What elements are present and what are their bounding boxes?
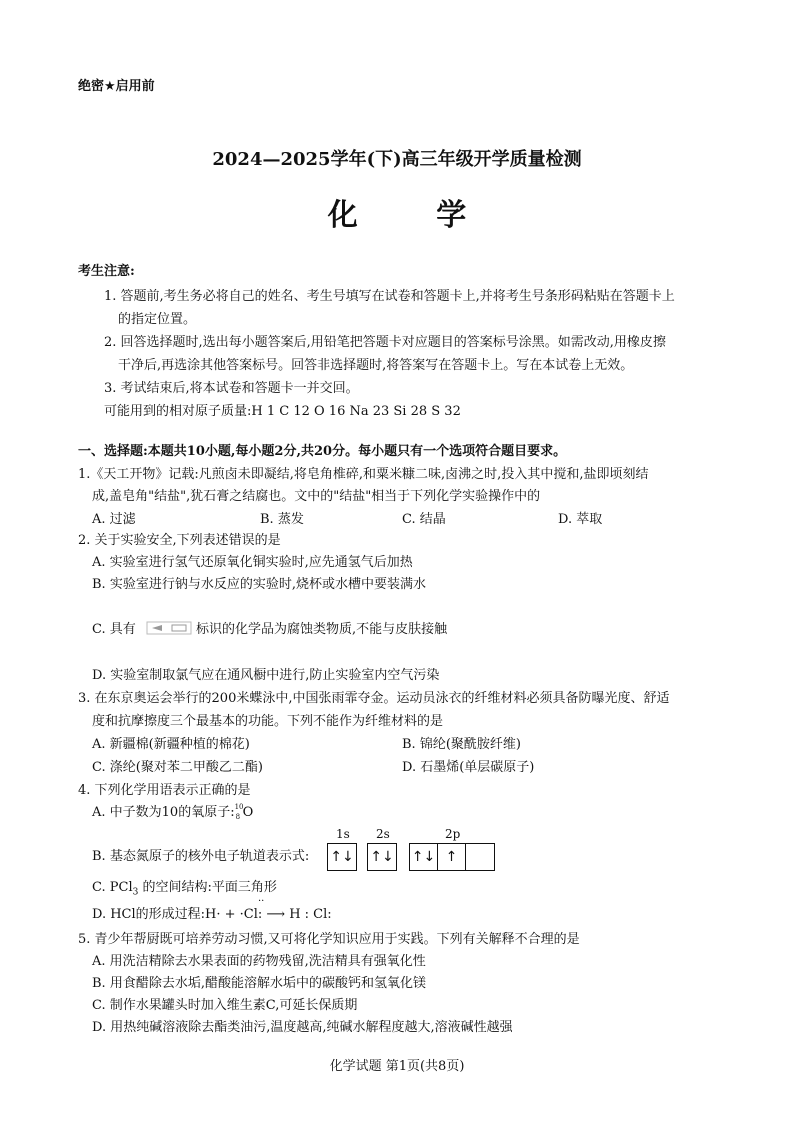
q4-option-d: D. HCl的形成过程:H· + ·Cl: ⟶ H : Cl: — [92, 907, 332, 922]
q3-option-b: B. 锦纶(聚酰胺纤维) — [402, 737, 521, 752]
q3-stem-line-2: 度和抗摩擦度三个最基本的功能。下列不能作为纤维材料的是 — [92, 714, 444, 729]
q1-stem-line-2: 成,盖皂角"结盐",犹石膏之结腐也。文中的"结盐"相当于下列化学实验操作中的 — [92, 489, 541, 504]
q2-option-c-suffix: 标识的化学品为腐蚀类物质,不能与皮肤接触 — [196, 622, 448, 637]
q3-option-a: A. 新疆棉(新疆种植的棉花) — [92, 737, 250, 752]
orbital-box-2s — [367, 843, 397, 871]
mass-number: 10 — [234, 803, 244, 811]
q2-stem: 2. 关于实验安全,下列表述错误的是 — [78, 533, 281, 548]
q4-option-c — [92, 879, 277, 902]
q4-option-b-text: B. 基态氮原子的核外电子轨道表示式: — [92, 849, 310, 864]
q4-option-c-rest: 的空间结构:平面三角形 — [138, 880, 277, 895]
orbital-box-2p — [409, 843, 495, 871]
q5-option-c: C. 制作水果罐头时加入维生素C,可延长保质期 — [92, 998, 358, 1013]
subject-title: 化 学 — [327, 198, 501, 233]
q1-stem-line-1: 1.《天工开物》记载:凡煎卤未即凝结,将皂角椎碎,和粟米糠二味,卤沸之时,投入其中搅和,盐即顷刻结 — [78, 467, 649, 482]
q2-option-c-prefix: C. 具有 — [92, 622, 136, 637]
orbital-label-2p: 2p — [445, 827, 461, 841]
confidential-label: 绝密★启用前 — [78, 79, 155, 94]
q4-option-c-text: C. PCl — [92, 880, 133, 895]
q1-option-d: D. 萃取 — [558, 512, 603, 527]
q2-option-d: D. 实验室制取氯气应在通风橱中进行,防止实验室内空气污染 — [92, 668, 440, 683]
q4-option-a — [92, 804, 253, 822]
page-footer: 化学试题 第1页(共8页) — [329, 1059, 465, 1074]
orbital-2s-box: ↑↓ — [370, 849, 394, 865]
q3-option-c: C. 涤纶(聚对苯二甲酸乙二酯) — [92, 760, 263, 775]
orbital-box-1s — [327, 843, 357, 871]
notice-item-2-line-2: 干净后,再选涂其他答案标号。回答非选择题时,将答案写在答题卡上。写在本试卷上无效。 — [118, 358, 634, 373]
orbital-1s-box: ↑↓ — [330, 849, 354, 865]
atomic-number: 8 — [235, 813, 241, 821]
q3-option-d: D. 石墨烯(单层碳原子) — [402, 760, 535, 775]
atomic-mass-line: 可能用到的相对原子质量:H 1 C 12 O 16 Na 23 Si 28 S 32 — [104, 404, 461, 419]
q5-option-d: D. 用热纯碱溶液除去酯类油污,温度越高,纯碱水解程度越大,溶液碱性越强 — [92, 1020, 513, 1035]
orbital-label-1s: 1s — [336, 827, 350, 841]
q1-option-c: C. 结晶 — [402, 512, 446, 527]
q4-option-c-subscript: 3 — [132, 887, 139, 898]
notice-item-1-line-2: 的指定位置。 — [118, 312, 197, 327]
nuclide-notation — [235, 804, 243, 822]
exam-title: 2024—2025学年(下)高三年级开学质量检测 — [212, 149, 582, 170]
element-symbol: O — [242, 805, 254, 820]
q2-option-b: B. 实验室进行钠与水反应的实验时,烧杯或水槽中要装满水 — [92, 577, 426, 592]
corrosive-hazard-icon — [146, 620, 192, 636]
notice-heading: 考生注意: — [78, 264, 135, 279]
notice-item-1-line-1: 1. 答题前,考生务必将自己的姓名、考生号填写在试卷和答题卡上,并将考生号条形码粘贴在答题卡上 — [104, 289, 675, 304]
q5-option-b: B. 用食醋除去水垢,醋酸能溶解水垢中的碳酸钙和氢氧化镁 — [92, 976, 426, 991]
q4-option-a-text: A. 中子数为10的氧原子: — [92, 805, 235, 820]
orbital-2p-box-2: ↑ — [438, 844, 466, 870]
orbital-2p-box-1: ↑↓ — [410, 844, 438, 870]
q5-option-a: A. 用洗洁精除去水果表面的药物残留,洗洁精具有强氧化性 — [92, 954, 426, 969]
q3-stem-line-1: 3. 在东京奥运会举行的200米蝶泳中,中国张雨霏夺金。运动员泳衣的纤维材料必须具备防曝光度、舒适 — [78, 691, 670, 706]
q1-option-b: B. 蒸发 — [260, 512, 304, 527]
q1-option-a: A. 过滤 — [92, 512, 136, 527]
electron-dots-top: ·· — [258, 896, 265, 907]
notice-item-2-line-1: 2. 回答选择题时,选出每小题答案后,用铅笔把答题卡对应题目的答案标号涂黑。如需改动,用橡皮擦 — [104, 335, 666, 350]
orbital-label-2s: 2s — [376, 827, 390, 841]
orbital-2p-box-3 — [466, 844, 494, 870]
q2-option-a: A. 实验室进行氢气还原氧化铜实验时,应先通氢气后加热 — [92, 555, 413, 570]
notice-item-3: 3. 考试结束后,将本试卷和答题卡一并交回。 — [104, 381, 359, 396]
q4-stem: 4. 下列化学用语表示正确的是 — [78, 783, 251, 798]
q5-stem: 5. 青少年帮厨既可培养劳动习惯,又可将化学知识应用于实践。下列有关解释不合理的是 — [78, 932, 580, 947]
section-heading: 一、选择题:本题共10小题,每小题2分,共20分。每小题只有一个选项符合题目要求。 — [78, 444, 567, 459]
